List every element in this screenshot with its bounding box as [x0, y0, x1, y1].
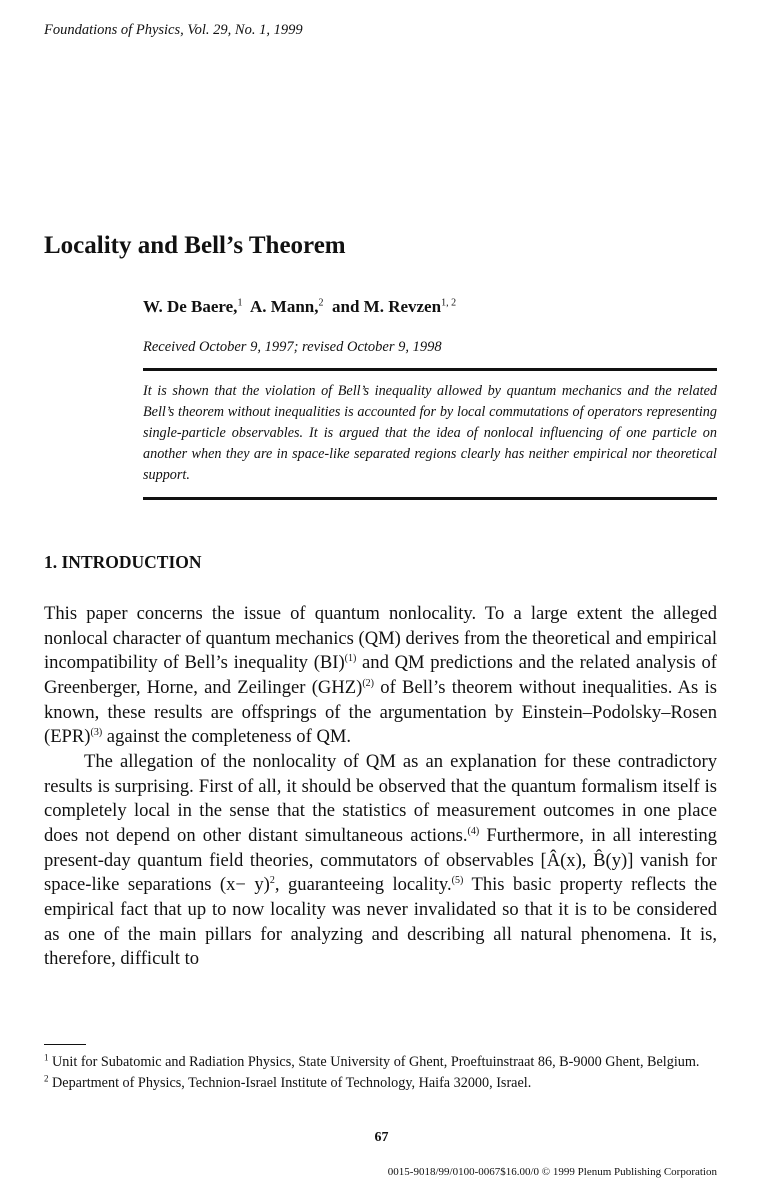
text-run: This paper concerns the issue of quantum nonlocality. To a large extent the alleged nonlocal character of quantum mechanics (QM) derives from the theoretical and empirical incompatibility of Bell’s inequality (BI) [44, 603, 717, 674]
citation-ref: (2) [362, 677, 374, 689]
footnote [44, 1052, 717, 1073]
footnote-mark: 2 [44, 1073, 49, 1084]
abstract-bottom-rule [143, 497, 717, 500]
footnote-text: Department of Physics, Technion-Israel Institute of Technology, Haifa 32000, Israel. [48, 1075, 532, 1091]
author-affiliation-mark: 2 [318, 297, 324, 309]
received-dates: Received October 9, 1997; revised October 9, 1998 [143, 339, 442, 355]
text-run: and QM predictions and the related analysis of Greenberger, Horne, and Zeilinger (GHZ) [44, 652, 717, 698]
author-affiliation-mark: 1, 2 [441, 297, 457, 309]
text-run: The allegation of the nonlocality of QM as an explanation for these contradictory results is surprising. First of all, it should be observed that the quantum formalism itself is completely local in the sense that the statistics of measurement outcomes in one place does not depend on other distant simultaneous actions. [44, 750, 717, 846]
journal-line: Foundations of Physics, Vol. 29, No. 1, 1999 [44, 22, 303, 38]
footnotes [44, 1052, 717, 1094]
copyright-line: 0015-9018/99/0100-0067$16.00/0 © 1999 Plenum Publishing Corporation [387, 1166, 717, 1178]
text-run: , guaranteeing locality. [274, 874, 452, 896]
footnote-mark: 1 [44, 1052, 49, 1063]
author-name: W. De Baere, [143, 297, 238, 316]
author-name: and M. Revzen [331, 297, 442, 316]
body-text [44, 602, 717, 972]
citation-ref: (3) [90, 727, 103, 739]
paragraph [44, 750, 717, 972]
text-run: This basic property reflects the empirical fact that up to now locality was never invalidated so that it is to be considered as one of the main pillars for analyzing and describing all natural phenomena. It is, therefore, difficult to [44, 874, 717, 970]
footnote-text: Unit for Subatomic and Radiation Physics, State University of Ghent, Proeftuinstraat 86, B-9000 Ghent, Belgium. [48, 1054, 700, 1070]
citation-ref: (1) [344, 653, 357, 665]
section-title: INTRODUCTION [61, 552, 202, 572]
section-number: 1. [44, 552, 58, 572]
footnote [44, 1073, 717, 1094]
paragraph [44, 602, 717, 750]
section-heading [44, 552, 202, 573]
text-run: Furthermore, in all interesting present-day quantum field theories, commutators of observables [Â(x), B̂(y)] vanish for space-like separations (x− y) [44, 824, 717, 896]
footnote-rule [44, 1044, 86, 1045]
text-run: of Bell’s theorem without inequalities. As is known, these results are offsprings of the argumentation by Einstein–Podolsky–Rosen (EPR) [44, 676, 717, 748]
exponent: 2 [269, 875, 275, 887]
page-number: 67 [374, 1130, 389, 1145]
abstract-top-rule [143, 368, 717, 371]
author-list [143, 297, 456, 317]
author-name: A. Mann, [250, 297, 319, 316]
paper-title: Locality and Bell’s Theorem [44, 232, 346, 259]
abstract: It is shown that the violation of Bell’s inequality allowed by quantum mechanics and the related Bell’s theorem without inequalities is accounted for by local commutations of operators representing single-particle observables. It is argued that the idea of nonlocal influencing of one particle on another when they are in space-like separated regions clearly has neither empirical nor theoretical support. [143, 383, 717, 483]
citation-ref: (4) [467, 825, 480, 837]
author-affiliation-mark: 1 [237, 297, 243, 309]
text-run: against the completeness of QM. [102, 726, 352, 748]
citation-ref: (5) [451, 875, 464, 887]
